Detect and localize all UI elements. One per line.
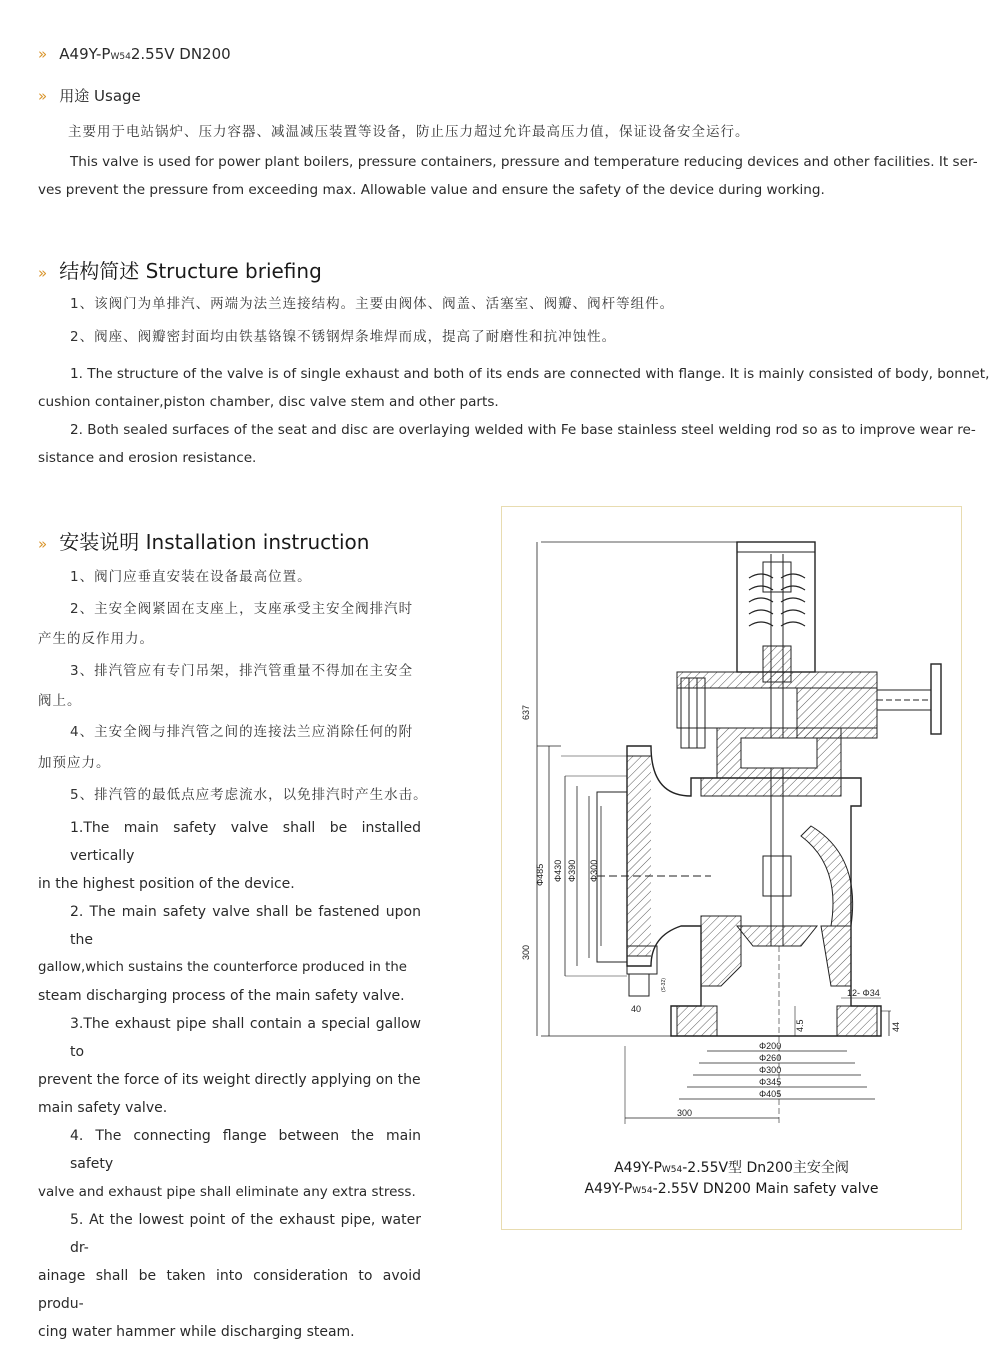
caption-en: A49Y-PW54-2.55V DN200 Main safety valve [584, 1181, 879, 1197]
chevron-icon: » [38, 87, 45, 105]
install-cn-3a: 3、排汽管应有专门吊架，排汽管重量不得加在主安全 [70, 663, 414, 679]
usage-title: 用途 Usage [59, 87, 141, 105]
dim-tiny: (S-32) [661, 978, 667, 992]
chevron-icon: » [38, 45, 45, 63]
install-en-line: 2. The main safety valve shall be fastened upon the [70, 904, 421, 948]
install-cn-3b: 阀上。 [38, 693, 82, 709]
installation-title: 安装说明 Installation instruction [59, 530, 370, 554]
structure-en-2a: 2. Both sealed surfaces of the seat and disc are overlaying welded with Fe base stainless steel welding rod so as to improve wear re- [70, 422, 976, 438]
structure-en-1a: 1. The structure of the valve is of single exhaust and both of its ends are connected with flange. It is mainly consisted of body, bonnet, [70, 366, 990, 382]
install-en-line: prevent the force of its weight directly applying on the [38, 1072, 421, 1088]
model-line [38, 44, 231, 63]
dim-d260: Φ260 [759, 1053, 782, 1063]
install-en-line: main safety valve. [38, 1100, 168, 1116]
dim-d430: Φ430 [553, 859, 563, 882]
install-en-line: 3.The exhaust pipe shall contain a special gallow to [70, 1016, 421, 1060]
model-title: A49Y-PW542.55V DN200 [59, 45, 231, 63]
dim-44: 44 [891, 1021, 901, 1032]
install-en-line: 4. The connecting flange between the main safety [70, 1128, 421, 1172]
dim-4-5: 4.5 [795, 1019, 805, 1032]
structure-en-2b: sistance and erosion resistance. [38, 450, 257, 466]
usage-heading [38, 85, 141, 106]
dim-d405: Φ405 [759, 1089, 782, 1099]
chevron-icon: » [38, 535, 45, 553]
usage-cn: 主要用于电站锅炉、压力容器、减温减压装置等设备，防止压力超过允许最高压力值，保证设备安全运行。 [68, 124, 750, 140]
dim-d390: Φ390 [567, 859, 577, 882]
install-cn-2a: 2、主安全阀紧固在支座上，支座承受主安全阀排汽时 [70, 601, 414, 617]
install-en-line: ainage shall be taken into consideration to avoid produ- [38, 1268, 421, 1312]
dim-300-vertical: 300 [521, 944, 531, 960]
valve-drawing [501, 506, 962, 1146]
install-en-line: steam discharging process of the main safety valve. [38, 988, 405, 1004]
install-en-line: 5. At the lowest point of the exhaust pipe, water dr- [70, 1212, 421, 1256]
dim-d200: Φ200 [759, 1041, 782, 1051]
structure-cn-2: 2、阀座、阀瓣密封面均由铁基铬镍不锈钢焊条堆焊而成，提高了耐磨性和抗冲蚀性。 [70, 329, 617, 345]
install-en-line: in the highest position of the device. [38, 876, 295, 892]
install-cn-4a: 4、主安全阀与排汽管之间的连接法兰应消除任何的附 [70, 724, 414, 740]
dim-d300-vertical: Φ300 [589, 859, 599, 882]
install-cn-2b: 产生的反作用力。 [38, 631, 154, 647]
dim-d300: Φ300 [759, 1065, 782, 1075]
usage-en-2: ves prevent the pressure from exceeding max. Allowable value and ensure the safety of the device during working. [38, 182, 825, 198]
install-en-line: gallow,which sustains the counterforce produced in the [38, 960, 407, 975]
caption-cn: A49Y-PW54-2.55V型 Dn200主安全阀 [614, 1160, 849, 1176]
install-en-line: cing water hammer while discharging steam. [38, 1324, 355, 1340]
structure-cn-1: 1、该阀门为单排汽、两端为法兰连接结构。主要由阀体、阀盖、活塞室、阀瓣、阀杆等组件。 [70, 296, 675, 312]
install-en-block [38, 814, 421, 1346]
usage-en-1: This valve is used for power plant boilers, pressure containers, pressure and temperature reducing devices and other facilities. It ser- [70, 154, 978, 170]
install-en-line: 1.The main safety valve shall be installed vertically [70, 820, 421, 864]
structure-en-1b: cushion container,piston chamber, disc valve stem and other parts. [38, 394, 499, 410]
dim-d345: Φ345 [759, 1077, 782, 1087]
chevron-icon: » [38, 264, 45, 282]
dim-637: 637 [521, 704, 531, 720]
structure-title: 结构简述 Structure briefing [59, 259, 322, 283]
structure-heading [38, 255, 322, 284]
install-cn-1: 1、阀门应垂直安装在设备最高位置。 [70, 569, 312, 585]
dim-bolt: 12- Φ34 [847, 988, 880, 998]
install-cn-5: 5、排汽管的最低点应考虑流水，以免排汽时产生水击。 [70, 787, 428, 803]
installation-heading [38, 526, 369, 555]
install-cn-4b: 加预应力。 [38, 755, 111, 771]
dim-d485: Φ485 [535, 863, 545, 886]
install-en-line: valve and exhaust pipe shall eliminate any extra stress. [38, 1184, 416, 1200]
dim-40: 40 [631, 1004, 642, 1014]
dim-300-horizontal: 300 [677, 1108, 693, 1118]
